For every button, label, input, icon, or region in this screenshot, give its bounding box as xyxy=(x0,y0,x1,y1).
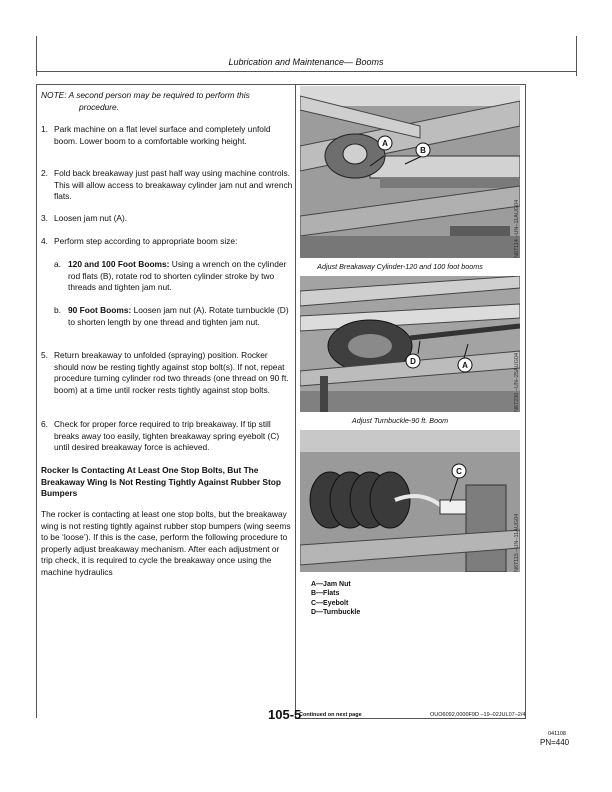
step-number: 2. xyxy=(41,168,48,178)
callout-b: B xyxy=(420,146,426,155)
continued-notice: Continued on next page xyxy=(299,712,362,718)
step-number: 1. xyxy=(41,124,48,134)
photo-turnbuckle xyxy=(300,276,520,412)
document-code: OUO6092,0000F9D –19–02JUL07–2/4 xyxy=(430,712,526,718)
note-line-1: NOTE: A second person may be required to perform this xyxy=(41,90,250,100)
footer-rule xyxy=(295,718,526,719)
step-number: 5. xyxy=(41,350,48,360)
substep-letter: a. xyxy=(54,259,61,269)
callout-d: D xyxy=(410,357,416,366)
step-3 xyxy=(41,213,293,225)
legend-item-d: D—Turnbuckle xyxy=(311,609,361,617)
photo-eyebolt xyxy=(300,430,520,572)
legend-item-a: A—Jam Nut xyxy=(311,581,351,588)
step-text: Check for proper force required to trip breakaway. If tip still breaks away too easily, tighten breakaway spring eyebolt (C) until desired breakaway force is achieved. xyxy=(54,419,280,453)
page-number: 105-5 xyxy=(268,707,302,722)
figure-id-2: N67230 –UN–25AUG04 xyxy=(514,352,520,412)
photo-turnbuckle-drawing xyxy=(300,276,520,412)
part-number: PN=440 xyxy=(540,738,570,747)
note xyxy=(41,90,293,113)
callout-c: C xyxy=(456,467,462,476)
header-rule xyxy=(36,71,577,72)
step-text: Perform step according to appropriate boom size: xyxy=(54,236,238,246)
photo-breakaway-cylinder xyxy=(300,86,520,258)
step-6 xyxy=(41,419,293,454)
content-top-border xyxy=(36,84,526,85)
step-1 xyxy=(41,124,293,147)
step-2 xyxy=(41,168,293,203)
step-text: Loosen jam nut (A). xyxy=(54,213,128,223)
callout-a: A xyxy=(382,139,388,148)
step-text: Fold back breakaway just past half way using machine controls. This will allow access to breakaway cylinder jam nut and wrench flats. xyxy=(54,168,293,202)
photo-eyebolt-drawing xyxy=(300,430,520,572)
substep-a xyxy=(54,259,290,294)
figure-id-1: N67114 –UN–11AUG04 xyxy=(514,199,520,258)
figure-caption-2: Adjust Turnbuckle-90 ft. Boom xyxy=(351,416,449,425)
footer-small-code: 041108 xyxy=(548,731,566,737)
substep-bold: 90 Foot Booms: xyxy=(68,305,132,315)
substep-bold: 120 and 100 Foot Booms: xyxy=(68,259,170,269)
callout-a2: A xyxy=(462,361,468,370)
substep-text: Loosen jam nut (A). Rotate turnbuckle (D) to shorten length by one thread and tighten jam nut. xyxy=(68,305,289,327)
substep-letter: b. xyxy=(54,305,61,315)
column-divider xyxy=(295,84,296,718)
content-right-border xyxy=(525,84,526,718)
substep-text: Using a wrench on the cylinder rod flats (B), rotate rod to shorten cylinder stroke by two threads and tighten jam nut. xyxy=(68,259,287,293)
header-title: Lubrication and Maintenance— Booms xyxy=(228,57,384,67)
section-subheading: Rocker Is Contacting At Least One Stop Bolts, But The Breakaway Wing Is Not Resting Tightly Against Rubber Stop Bumpers xyxy=(41,465,282,499)
frame-left-top xyxy=(36,36,37,76)
step-number: 3. xyxy=(41,213,48,223)
figure-legend xyxy=(311,580,360,618)
step-text: Park machine on a flat level surface and completely unfold boom. Lower boom to a comfortable working height. xyxy=(54,124,271,146)
step-text: Return breakaway to unfolded (spraying) position. Rocker should now be resting tightly against stop bolt(s). If not, repeat procedure turning cylinder rod two threads (one thread on 90 ft. boom) at a time until rocker rests tightly against stop bolts. xyxy=(54,350,289,395)
frame-right-top xyxy=(576,36,577,76)
step-5 xyxy=(41,350,293,396)
figure-caption-1: Adjust Breakaway Cylinder-120 and 100 foot booms xyxy=(317,262,483,271)
step-4 xyxy=(41,236,293,248)
photo-breakaway-cylinder-drawing xyxy=(300,86,520,258)
substep-b xyxy=(54,305,290,328)
section-paragraph: The rocker is contacting at least one stop bolts, but the breakaway wing is not resting tightly against rubber stop bumpers (wing seems to be ‘loose’). If this is the case, perform the following procedure to properly adjust breakaway mechanism. After each adjustment or trip check, it is required to cycle the breakaway once using the machine hydraulics xyxy=(41,509,291,577)
legend-item-b: B—Flats xyxy=(311,590,340,598)
content-left-border xyxy=(36,84,37,718)
step-number: 6. xyxy=(41,419,48,429)
legend-item-c: C—Eyebolt xyxy=(311,599,349,607)
step-number: 4. xyxy=(41,236,48,246)
figure-id-3: N67115 –UN–11AUG04 xyxy=(514,513,520,572)
note-line-2: procedure. xyxy=(79,101,120,112)
